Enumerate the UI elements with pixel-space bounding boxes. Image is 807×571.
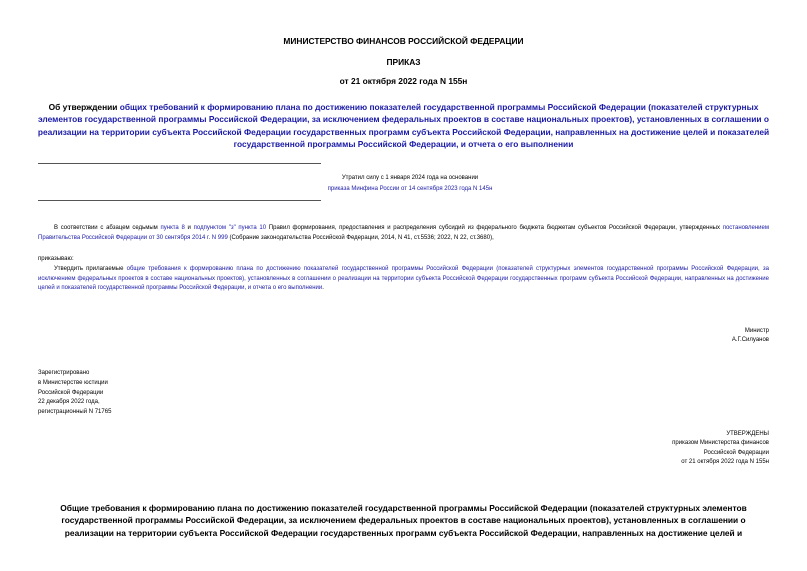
basis-link-subpoint[interactable]: подпунктом "з" пункта 10: [193, 225, 267, 231]
divider-bottom: [38, 200, 321, 201]
basis-paragraph: [38, 224, 769, 243]
approved-line: от 21 октября 2022 года N 155н: [681, 459, 769, 466]
approve-link-requirements[interactable]: общие требования к формированию плана по достижению показателей государственной программы Российской Федерации (показателей структурных элементов государственной программы Российской Федерации, за исключением федеральных проектов в составе национальных проектов), установленных в соглашении о реализации на территории субъекта Российской Федерации государственных программ субъекта Российской Федерации, направленных на достижение целей и показателей государственной программы Российской Федерации, и отчета о его выполнении: [38, 266, 769, 291]
approved-block: [672, 430, 769, 468]
registration-block: [38, 369, 111, 418]
approve-text-1: Утвердить прилагаемые: [54, 266, 127, 272]
basis-text-2: и: [184, 225, 194, 231]
basis-text-3: Правил формирования, предоставления и распределения субсидий из федерального бюджета бюджетам субъектов Российской Федерации, утвержденных: [266, 225, 723, 231]
signature-position: Министр: [744, 328, 769, 334]
date-number-heading: от 21 октября 2022 года N 155н: [339, 76, 468, 86]
basis-link-resolution[interactable]: постановлением Правительства Российской Федерации от 30 сентября 2014 г. N 999: [38, 225, 769, 241]
order-title: [36, 101, 771, 150]
basis-link-point-8[interactable]: пункта 8: [160, 225, 185, 231]
lost-force-line: Утратил силу с 1 января 2024 года на основании: [341, 175, 479, 181]
signature-name: А.Г.Силуанов: [731, 337, 769, 344]
basis-text-4: (Собрание законодательства Российской Федерации, 2014, N 41, ст.5536; 2022, N 22, ст.3680),: [227, 234, 494, 241]
ministry-heading: МИНИСТЕРСТВО ФИНАНСОВ РОССИЙСКОЙ ФЕДЕРАЦИИ: [283, 36, 524, 46]
basis-text-1: В соответствии с абзацем седьмым: [54, 225, 161, 231]
registration-line: 22 декабря 2022 года,: [38, 399, 100, 406]
order-title-prefix: Об утверждении: [48, 102, 120, 112]
registration-line: в Министерстве юстиции: [38, 379, 108, 386]
lost-force-link[interactable]: приказа Минфина России от 14 сентября 2023 года N 145н: [327, 186, 493, 192]
order-title-link[interactable]: общих требований к формированию плана по достижению показателей государственной программы Российской Федерации (показателей структурных элементов государственной программы Российской Федерации, за исключением федеральных проектов в составе национальных проектов), установленных в соглашении о реализации на территории субъекта Российской Федерации государственных программ субъекта Российской Федерации, направленных на достижение целей и показателей государственной программы Российской Федерации, и отчета о его выполнении: [37, 102, 770, 149]
signature-block: [732, 327, 769, 346]
approved-line: Российской Федерации: [703, 449, 769, 456]
registration-line: регистрационный N 71765: [38, 409, 112, 416]
order-word: приказываю:: [38, 256, 74, 262]
requirements-title: Общие требования к формированию плана по достижению показателей государственной программы Российской Федерации (показателей структурных элементов государственной программы Российской Федерации, за исключением федеральных проектов в составе национальных проектов), установленных в соглашении о реализации на территории субъекта Российской Федерации государственных программ субъекта Российской Федерации, направленных на достижение целей и: [60, 503, 747, 538]
approve-text-2: .: [322, 285, 324, 291]
approved-line: приказом Министерства финансов: [672, 440, 769, 447]
registration-line: Зарегистрировано: [38, 370, 90, 376]
approved-line: УТВЕРЖДЕНЫ: [726, 431, 769, 437]
approve-paragraph: [38, 265, 769, 294]
registration-line: Российской Федерации: [38, 389, 104, 396]
divider-top: [38, 163, 321, 164]
doc-type-heading: ПРИКАЗ: [386, 57, 421, 67]
lost-force-note: [300, 173, 520, 195]
